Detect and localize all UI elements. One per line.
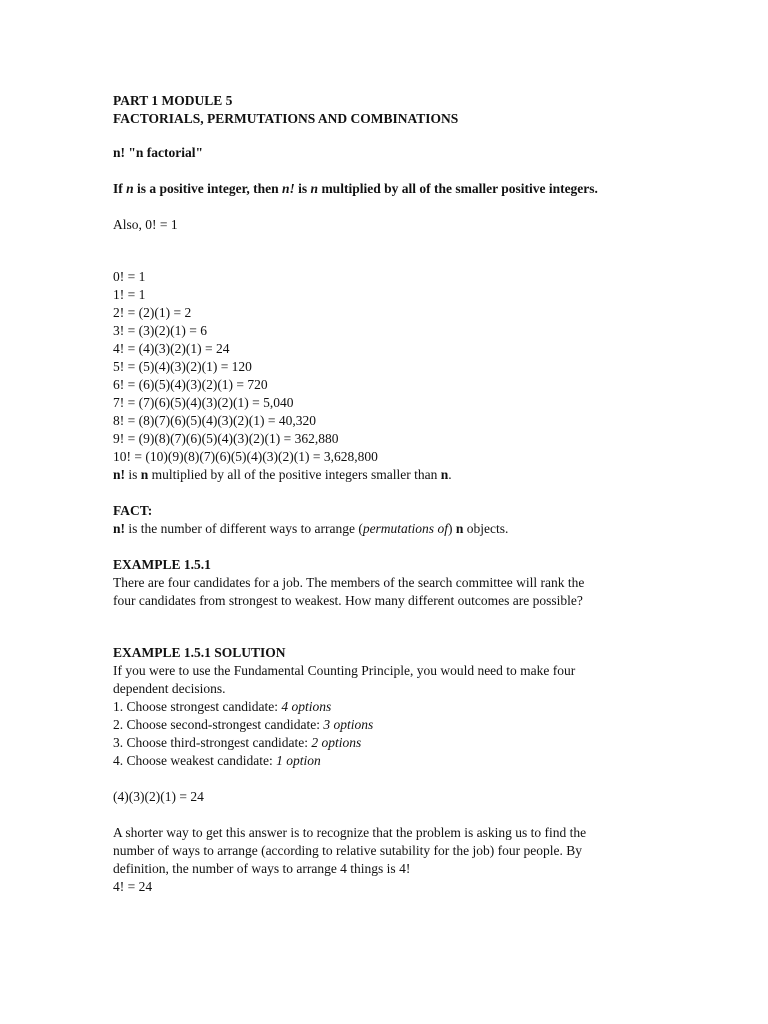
step-option: 1 option: [276, 753, 321, 768]
fact-text: ): [447, 521, 456, 536]
solution-text: dependent decisions.: [113, 681, 226, 696]
factorial-list: [113, 268, 653, 466]
summary-text: .: [448, 467, 452, 482]
factorial-row: 6! = (6)(5)(4)(3)(2)(1) = 720: [113, 377, 268, 392]
factorial-summary: [113, 466, 653, 484]
def-text: is a positive integer, then: [133, 181, 283, 196]
zero-factorial-note: Also, 0! = 1: [113, 217, 178, 232]
fact-var: n: [455, 521, 464, 536]
fact-emphasis: permutations of: [362, 521, 448, 536]
solution-step: [113, 734, 653, 752]
summary-var: n: [440, 467, 449, 482]
factorial-row: 8! = (8)(7)(6)(5)(4)(3)(2)(1) = 40,320: [113, 413, 317, 428]
def-var: n!: [282, 181, 295, 196]
summary-var: n: [140, 467, 149, 482]
module-subtitle: FACTORIALS, PERMUTATIONS AND COMBINATIONS: [113, 111, 459, 126]
fact-term: n!: [113, 521, 126, 536]
summary-term: n!: [113, 467, 126, 482]
solution-step: [113, 752, 653, 770]
solution-step: [113, 698, 653, 716]
summary-text: is: [125, 467, 141, 482]
solution-step: [113, 716, 653, 734]
def-text: is: [294, 181, 311, 196]
module-heading: PART 1 MODULE 5: [113, 93, 233, 108]
def-text: multiplied by all of the smaller positive integers.: [318, 181, 598, 196]
fact-statement: [113, 520, 653, 538]
example-heading: EXAMPLE 1.5.1: [113, 557, 211, 572]
product-result: (4)(3)(2)(1) = 24: [113, 789, 204, 804]
n-factorial-label: n! "n factorial": [113, 145, 203, 160]
step-text: 4. Choose weakest candidate:: [113, 753, 277, 768]
step-option: 2 options: [311, 735, 362, 750]
factorial-row: 5! = (5)(4)(3)(2)(1) = 120: [113, 359, 252, 374]
example-text: four candidates from strongest to weakest. How many different outcomes are possible?: [113, 593, 583, 608]
step-option: 3 options: [323, 717, 374, 732]
solution-heading: EXAMPLE 1.5.1 SOLUTION: [113, 645, 286, 660]
shorter-explanation: definition, the number of ways to arrange 4 things is 4!: [113, 861, 411, 876]
def-var: n: [310, 181, 319, 196]
factorial-row: 0! = 1: [113, 269, 146, 284]
factorial-row: 7! = (7)(6)(5)(4)(3)(2)(1) = 5,040: [113, 395, 294, 410]
solution-text: If you were to use the Fundamental Counting Principle, you would need to make four: [113, 663, 576, 678]
step-option: 4 options: [281, 699, 332, 714]
shorter-explanation: A shorter way to get this answer is to recognize that the problem is asking us to find the: [113, 825, 587, 840]
final-result: 4! = 24: [113, 879, 153, 894]
def-text: If: [113, 181, 127, 196]
step-text: 3. Choose third-strongest candidate:: [113, 735, 312, 750]
factorial-row: 1! = 1: [113, 287, 146, 302]
factorial-row: 4! = (4)(3)(2)(1) = 24: [113, 341, 230, 356]
step-text: 2. Choose second-strongest candidate:: [113, 717, 324, 732]
example-text: There are four candidates for a job. The members of the search committee will rank the: [113, 575, 585, 590]
fact-text: objects.: [463, 521, 509, 536]
factorial-row: 10! = (10)(9)(8)(7)(6)(5)(4)(3)(2)(1) = 3,628,800: [113, 449, 378, 464]
factorial-row: 2! = (2)(1) = 2: [113, 305, 192, 320]
document-content: [113, 92, 653, 896]
factorial-row: 3! = (3)(2)(1) = 6: [113, 323, 207, 338]
shorter-explanation: number of ways to arrange (according to relative sutability for the job) four people. By: [113, 843, 582, 858]
factorial-definition: [113, 180, 653, 198]
summary-text: multiplied by all of the positive integers smaller than: [148, 467, 441, 482]
fact-text: is the number of different ways to arrange (: [125, 521, 363, 536]
def-var: n: [126, 181, 134, 196]
fact-heading: FACT:: [113, 503, 153, 518]
step-text: 1. Choose strongest candidate:: [113, 699, 282, 714]
factorial-row: 9! = (9)(8)(7)(6)(5)(4)(3)(2)(1) = 362,880: [113, 431, 339, 446]
